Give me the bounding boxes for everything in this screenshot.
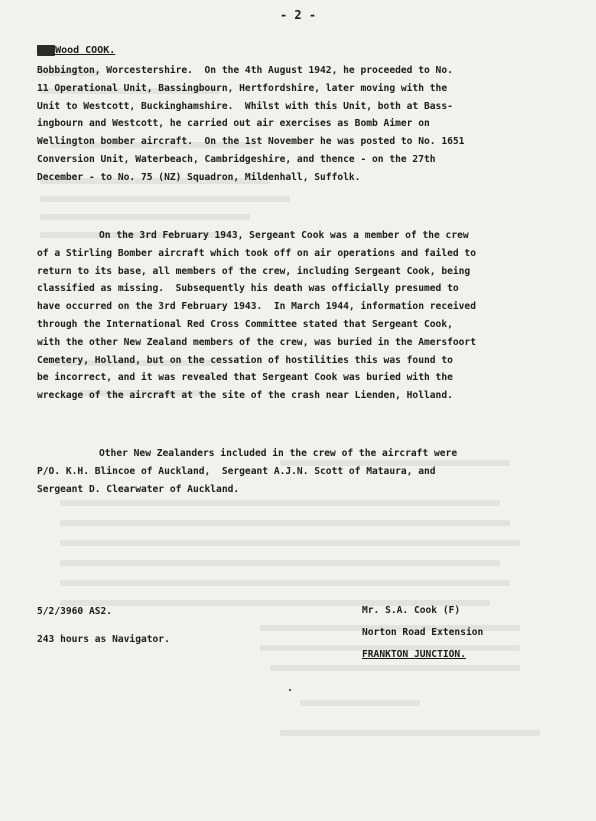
- file-reference: 5/2/3960 AS2.: [37, 606, 113, 617]
- text-line: Bobbington, Worcestershire. On the 4th August 1942, he proceeded to No.: [37, 65, 453, 76]
- text-line: through the International Red Cross Committee stated that Sergeant Cook,: [37, 318, 453, 330]
- text-line: Sergeant D. Clearwater of Auckland.: [37, 483, 240, 495]
- text-line: of a Stirling Bomber aircraft which took off on air operations and failed to: [37, 247, 476, 259]
- person-heading: [37, 45, 115, 56]
- text-line: 11 Operational Unit, Bassingbourn, Hertfordshire, later moving with the: [37, 82, 448, 94]
- text-line: December - to No. 75 (NZ) Squadron, Mildenhall, Suffolk.: [37, 171, 361, 183]
- address-name: Mr. S.A. Cook (F): [362, 605, 461, 616]
- paragraph-service-history: [37, 62, 567, 187]
- text-line: be incorrect, and it was revealed that Sergeant Cook was buried with the: [37, 372, 453, 384]
- text-line: have occurred on the 3rd February 1943. In March 1944, information received: [37, 301, 476, 313]
- text-line: Unit to Westcott, Buckinghamshire. Whilst with this Unit, both at Bass-: [37, 100, 453, 112]
- text-line: P/O. K.H. Blincoe of Auckland, Sergeant A.J.N. Scott of Mataura, and: [37, 465, 436, 477]
- text-line: On the 3rd February 1943, Sergeant Cook was a member of the crew: [99, 230, 469, 241]
- address-street: Norton Road Extension: [362, 627, 484, 638]
- stray-ink-mark: [289, 689, 291, 691]
- footer-reference: [37, 598, 170, 654]
- text-line: Other New Zealanders included in the crew of the aircraft were: [99, 448, 458, 459]
- obscured-text-blot: [37, 45, 55, 56]
- text-line: return to its base, all members of the crew, including Sergeant Cook, being: [37, 265, 471, 277]
- text-line: Wellington bomber aircraft. On the 1st November he was posted to No. 1651: [37, 136, 465, 148]
- next-of-kin-address: [362, 600, 483, 666]
- paragraph-missing-report: [37, 227, 567, 405]
- text-line: classified as missing. Subsequently his death was officially presumed to: [37, 283, 459, 295]
- page-number: - 2 -: [279, 8, 317, 22]
- text-line: wreckage of the aircraft at the site of the crash near Lienden, Holland.: [37, 390, 453, 402]
- flying-hours: 243 hours as Navigator.: [37, 634, 170, 645]
- heading-name: Wood COOK.: [55, 45, 116, 56]
- paragraph-crew-members: [37, 445, 567, 498]
- address-town: FRANKTON JUNCTION.: [362, 649, 466, 660]
- text-line: ingbourn and Westcott, he carried out air exercises as Bomb Aimer on: [37, 118, 430, 130]
- text-line: Conversion Unit, Waterbeach, Cambridgeshire, and thence - on the 27th: [37, 153, 436, 165]
- text-line: Cemetery, Holland, but on the cessation of hostilities this was found to: [37, 354, 453, 366]
- text-line: with the other New Zealand members of the crew, was buried in the Amersfoort: [37, 336, 476, 348]
